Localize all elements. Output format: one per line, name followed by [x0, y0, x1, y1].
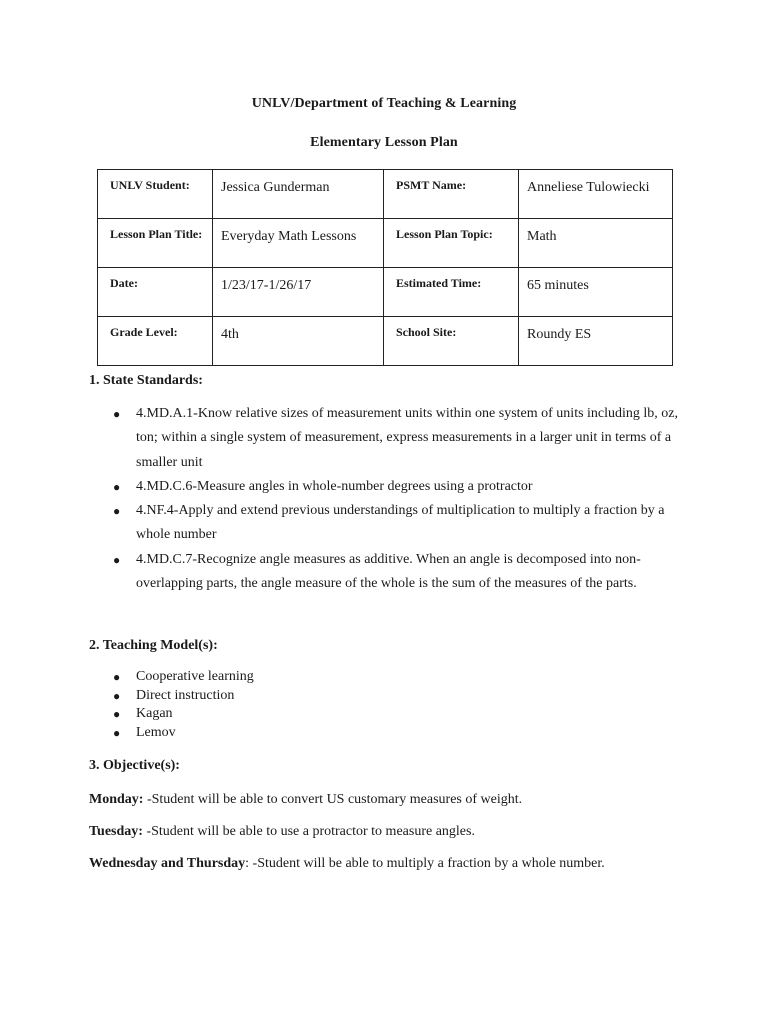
bullet-icon: ● — [113, 707, 121, 722]
objective-text: -Student will be able to convert US customary measures of weight. — [143, 792, 523, 807]
value-school-site: Roundy ES — [519, 317, 673, 366]
bullet-icon: ● — [113, 479, 121, 494]
list-item: ● Cooperative learning — [113, 668, 254, 687]
objective-wednesday-thursday — [89, 856, 605, 872]
value-grade-level: 4th — [213, 317, 384, 366]
label-estimated-time: Estimated Time: — [384, 268, 519, 317]
list-item: ● 4.MD.C.6-Measure angles in whole-number degrees using a protractor — [113, 475, 683, 499]
plan-type-title: Elementary Lesson Plan — [310, 135, 458, 150]
list-item: ● Direct instruction — [113, 687, 254, 706]
bullet-icon: ● — [113, 407, 121, 421]
table-row — [98, 170, 673, 219]
value-lesson-plan-topic: Math — [519, 219, 673, 268]
objective-day: Tuesday: — [89, 824, 143, 839]
objectives-heading: 3. Objective(s): — [89, 758, 180, 773]
table-row — [98, 317, 673, 366]
objective-day: Wednesday and Thursday — [89, 856, 246, 871]
list-item: ● Kagan — [113, 705, 254, 724]
table-row — [98, 268, 673, 317]
objective-tuesday — [89, 824, 475, 840]
value-lesson-plan-title: Everyday Math Lessons — [213, 219, 384, 268]
objective-text: -Student will be able to use a protractor to measure angles. — [142, 824, 475, 839]
value-psmt-name: Anneliese Tulowiecki — [519, 170, 673, 219]
bullet-icon: ● — [113, 670, 121, 684]
state-standards-list — [113, 402, 683, 596]
objective-day: Monday: — [89, 792, 144, 807]
bullet-icon: ● — [113, 504, 121, 519]
label-school-site: School Site: — [384, 317, 519, 366]
objective-text: : -Student will be able to multiply a fraction by a whole number. — [245, 856, 605, 871]
teaching-models-heading: 2. Teaching Model(s): — [89, 638, 218, 653]
teaching-models-list — [113, 668, 254, 743]
list-item: ● 4.MD.A.1-Know relative sizes of measurement units within one system of units including lb, oz, ton; within a single system of measurement, express measurements in a larger unit in terms of a smaller unit — [113, 402, 683, 475]
list-item: ● 4.MD.C.7-Recognize angle measures as additive. When an angle is decomposed into non-overlapping parts, the angle measure of the whole is the sum of the measures of the parts. — [113, 548, 683, 597]
value-unlv-student: Jessica Gunderman — [213, 170, 384, 219]
label-grade-level: Grade Level: — [98, 317, 213, 366]
department-title: UNLV/Department of Teaching & Learning — [251, 96, 517, 111]
objective-monday — [89, 792, 522, 808]
bullet-icon: ● — [113, 552, 121, 567]
table-row — [98, 219, 673, 268]
bullet-icon: ● — [113, 726, 121, 741]
label-unlv-student: UNLV Student: — [98, 170, 213, 219]
label-psmt-name: PSMT Name: — [384, 170, 519, 219]
value-estimated-time: 65 minutes — [519, 268, 673, 317]
list-item: ● Lemov — [113, 724, 254, 743]
label-lesson-plan-topic: Lesson Plan Topic: — [384, 219, 519, 268]
lesson-info-table — [97, 169, 673, 366]
label-date: Date: — [98, 268, 213, 317]
bullet-icon: ● — [113, 688, 121, 703]
list-item: ● 4.NF.4-Apply and extend previous understandings of multiplication to multiply a fraction by a whole number — [113, 499, 683, 548]
value-date: 1/23/17-1/26/17 — [213, 268, 384, 317]
label-lesson-plan-title: Lesson Plan Title: — [98, 219, 213, 268]
state-standards-heading: 1. State Standards: — [89, 373, 203, 388]
